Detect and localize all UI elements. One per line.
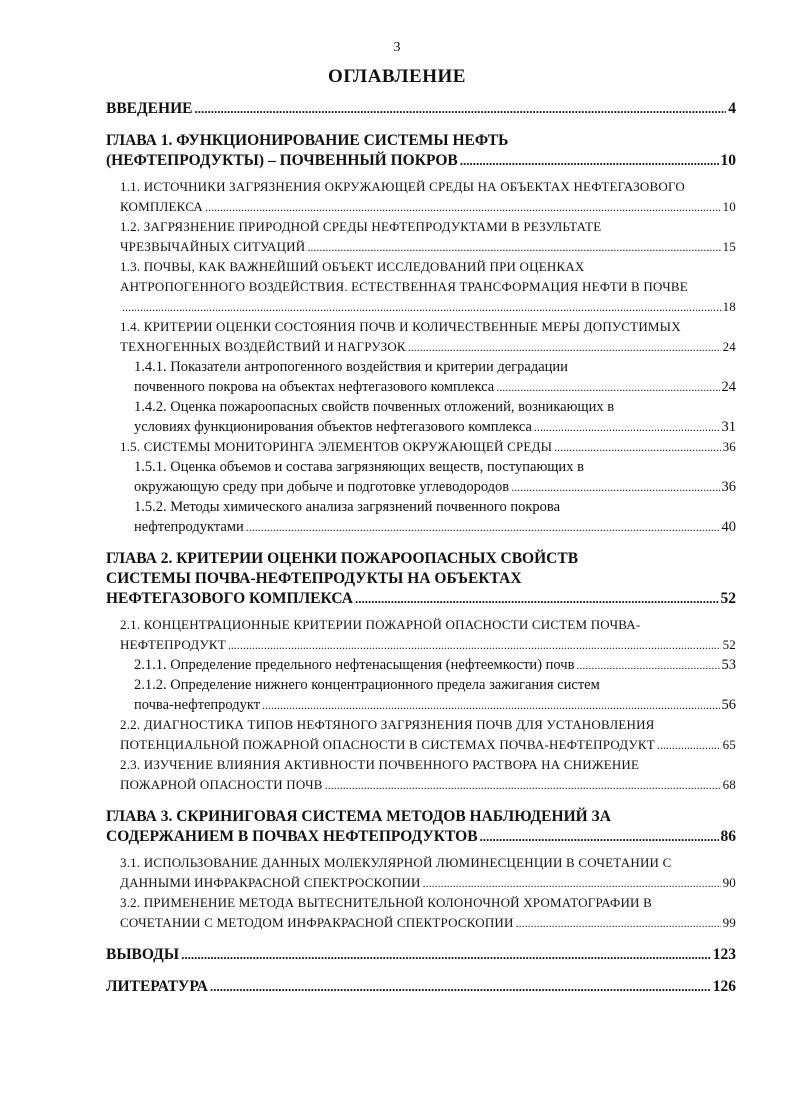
toc-entry-line: ГЛАВА 2. КРИТЕРИИ ОЦЕНКИ ПОЖАРООПАСНЫХ СВОЙСТВ bbox=[106, 550, 579, 567]
toc-entry-section-1-1[interactable] bbox=[120, 177, 736, 217]
dot-leader bbox=[534, 417, 720, 437]
dot-leader bbox=[205, 197, 721, 217]
toc-entry-last-line bbox=[106, 589, 736, 609]
toc-entry-section-1-5-2[interactable] bbox=[134, 497, 736, 537]
toc-page-number: 126 bbox=[712, 978, 736, 995]
toc-entry-last-line bbox=[120, 873, 736, 893]
toc-entry-chapter-3[interactable] bbox=[106, 807, 736, 847]
toc-entry-line: (НЕФТЕПРОДУКТЫ) – ПОЧВЕННЫЙ ПОКРОВ bbox=[106, 152, 458, 169]
toc-entry-section-1-4[interactable] bbox=[120, 317, 736, 357]
toc-entry-label: ВЫВОДЫ bbox=[106, 946, 180, 963]
dot-leader bbox=[194, 99, 726, 119]
toc-entry-line: АНТРОПОГЕННОГО ВОЗДЕЙСТВИЯ. ЕСТЕСТВЕННАЯ ТРАНСФОРМАЦИЯ НЕФТИ В ПОЧВЕ bbox=[120, 279, 688, 294]
toc-entry-line: 1.5.1. Оценка объемов и состава загрязняющих веществ, поступающих в bbox=[134, 459, 584, 475]
toc-entry-last-line bbox=[120, 913, 736, 933]
toc-entry-line: 1.4.1. Показатели антропогенного воздействия и критерии деградации bbox=[134, 359, 568, 375]
dot-leader bbox=[657, 735, 721, 755]
toc-entry-line: 1.5.2. Методы химического анализа загрязнений почвенного покрова bbox=[134, 499, 561, 515]
toc-entry-last-line bbox=[120, 197, 736, 217]
toc-page-number: 53 bbox=[721, 657, 736, 673]
toc-entry-line: 1.3. ПОЧВЫ, КАК ВАЖНЕЙШИЙ ОБЪЕКТ ИССЛЕДОВАНИЙ ПРИ ОЦЕНКАХ bbox=[120, 259, 585, 274]
toc-page-number: 24 bbox=[722, 339, 736, 354]
toc-entry-section-1-2[interactable] bbox=[120, 217, 736, 257]
toc-page-number: 10 bbox=[722, 199, 736, 214]
toc-page-number: 52 bbox=[720, 590, 736, 607]
toc-entry-line: условиях функционирования объектов нефтегазового комплекса bbox=[134, 419, 532, 435]
toc-entry-section-1-4-2[interactable] bbox=[134, 397, 736, 437]
toc-entry-line: ПОТЕНЦИАЛЬНОЙ ПОЖАРНОЙ ОПАСНОСТИ В СИСТЕМАХ ПОЧВА-НЕФТЕПРОДУКТ bbox=[120, 737, 655, 752]
toc-page-number: 123 bbox=[712, 946, 736, 963]
toc-entry-section-2-1-2[interactable] bbox=[134, 675, 736, 715]
toc-entry-last-line bbox=[134, 517, 736, 537]
toc-entry-chapter-2[interactable] bbox=[106, 549, 736, 609]
toc-entry-last-line bbox=[120, 337, 736, 357]
toc-entry-last-line bbox=[120, 237, 736, 257]
toc-page-number: 4 bbox=[728, 100, 736, 117]
toc-entry-section-1-3[interactable] bbox=[120, 257, 736, 317]
toc-entry-line: СОДЕРЖАНИЕМ В ПОЧВАХ НЕФТЕПРОДУКТОВ bbox=[106, 828, 478, 845]
toc-page-number: 18 bbox=[722, 299, 736, 314]
toc-page-number: 65 bbox=[722, 737, 736, 752]
toc-page-number: 10 bbox=[720, 152, 736, 169]
dot-leader bbox=[516, 913, 721, 933]
toc-entry-chapter-1[interactable] bbox=[106, 131, 736, 171]
toc-entry-last-line bbox=[120, 735, 736, 755]
toc-entry-line: ПОЖАРНОЙ ОПАСНОСТИ ПОЧВ bbox=[120, 777, 323, 792]
toc-entry-last-line bbox=[120, 297, 736, 317]
dot-leader bbox=[181, 945, 711, 965]
toc-entry-line: НЕФТЕГАЗОВОГО КОМПЛЕКСА bbox=[106, 590, 353, 607]
toc-entry-line: 1.4. КРИТЕРИИ ОЦЕНКИ СОСТОЯНИЯ ПОЧВ И КОЛИЧЕСТВЕННЫЕ МЕРЫ ДОПУСТИМЫХ bbox=[120, 319, 681, 334]
toc-entry-section-2-1-1[interactable] bbox=[134, 655, 736, 675]
toc-page-number: 86 bbox=[720, 828, 736, 845]
toc-entry-section-2-1[interactable] bbox=[120, 615, 736, 655]
toc-entry-label: ВВЕДЕНИЕ bbox=[106, 100, 193, 117]
toc-entry-section-3-1[interactable] bbox=[120, 853, 736, 893]
toc-entry-last-line bbox=[134, 695, 736, 715]
toc-entry-introduction[interactable] bbox=[106, 99, 736, 119]
dot-leader bbox=[460, 151, 719, 171]
toc-entry-label: ЛИТЕРАТУРА bbox=[106, 978, 208, 995]
toc-page-number: 15 bbox=[722, 239, 736, 254]
dot-leader bbox=[408, 337, 721, 357]
dot-leader bbox=[496, 377, 719, 397]
toc-entry-section-2-3[interactable] bbox=[120, 755, 736, 795]
toc-entry-last-line bbox=[106, 827, 736, 847]
toc-page-number: 24 bbox=[721, 379, 736, 395]
toc-entry-line: НЕФТЕПРОДУКТ bbox=[120, 637, 226, 652]
dot-leader bbox=[423, 873, 721, 893]
toc-page-number: 36 bbox=[721, 479, 736, 495]
toc-entry-last-line bbox=[134, 417, 736, 437]
toc-page-number: 68 bbox=[722, 777, 736, 792]
toc-entry-section-1-5[interactable] bbox=[120, 437, 736, 457]
toc-entry-last-line bbox=[120, 635, 736, 655]
toc-page-number: 99 bbox=[722, 915, 736, 930]
toc-entry-literature[interactable] bbox=[106, 977, 736, 997]
toc-entry-line: 2.3. ИЗУЧЕНИЕ ВЛИЯНИЯ АКТИВНОСТИ ПОЧВЕННОГО РАСТВОРА НА СНИЖЕНИЕ bbox=[120, 757, 640, 772]
toc-page-number: 90 bbox=[722, 875, 736, 890]
dot-leader bbox=[307, 237, 720, 257]
dot-leader bbox=[554, 437, 720, 457]
dot-leader bbox=[511, 477, 719, 497]
toc-entry-line: нефтепродуктами bbox=[134, 519, 244, 535]
toc-entry-line: 1.1. ИСТОЧНИКИ ЗАГРЯЗНЕНИЯ ОКРУЖАЮЩЕЙ СРЕДЫ НА ОБЪЕКТАХ НЕФТЕГАЗОВОГО bbox=[120, 179, 685, 194]
toc-entry-section-3-2[interactable] bbox=[120, 893, 736, 933]
table-of-contents bbox=[106, 98, 736, 997]
toc-entry-line: 2.1.1. Определение предельного нефтенасыщения (нефтеемкости) почв bbox=[134, 657, 575, 673]
dot-leader bbox=[576, 655, 719, 675]
dot-leader bbox=[122, 297, 721, 317]
toc-entry-line: ГЛАВА 1. ФУНКЦИОНИРОВАНИЕ СИСТЕМЫ НЕФТЬ bbox=[106, 132, 509, 149]
page-title: ОГЛАВЛЕНИЕ bbox=[328, 66, 466, 87]
toc-entry-line: 2.2. ДИАГНОСТИКА ТИПОВ НЕФТЯНОГО ЗАГРЯЗНЕНИЯ ПОЧВ ДЛЯ УСТАНОВЛЕНИЯ bbox=[120, 717, 655, 732]
toc-entry-section-2-2[interactable] bbox=[120, 715, 736, 755]
dot-leader bbox=[246, 517, 720, 537]
toc-entry-last-line bbox=[134, 655, 736, 675]
toc-entry-line: КОМПЛЕКСА bbox=[120, 199, 203, 214]
toc-entry-line: СИСТЕМЫ ПОЧВА-НЕФТЕПРОДУКТЫ НА ОБЪЕКТАХ bbox=[106, 570, 522, 587]
dot-leader bbox=[480, 827, 719, 847]
toc-page-number: 36 bbox=[722, 439, 736, 454]
toc-entry-line: СОЧЕТАНИИ С МЕТОДОМ ИНФРАКРАСНОЙ СПЕКТРОСКОПИИ bbox=[120, 915, 514, 930]
toc-entry-section-1-4-1[interactable] bbox=[134, 357, 736, 397]
toc-entry-conclusions[interactable] bbox=[106, 945, 736, 965]
toc-entry-section-1-5-1[interactable] bbox=[134, 457, 736, 497]
toc-entry-line: почвенного покрова на объектах нефтегазового комплекса bbox=[134, 379, 495, 395]
toc-entry-line: 1.2. ЗАГРЯЗНЕНИЕ ПРИРОДНОЙ СРЕДЫ НЕФТЕПРОДУКТАМИ В РЕЗУЛЬТАТЕ bbox=[120, 219, 602, 234]
toc-entry-line: 1.5. СИСТЕМЫ МОНИТОРИНГА ЭЛЕМЕНТОВ ОКРУЖАЮЩЕЙ СРЕДЫ bbox=[120, 439, 553, 454]
toc-entry-last-line bbox=[120, 437, 736, 457]
page-number: 3 bbox=[393, 40, 401, 55]
toc-entry-last-line bbox=[134, 377, 736, 397]
toc-page-number: 56 bbox=[721, 697, 736, 713]
dot-leader bbox=[355, 589, 719, 609]
dot-leader bbox=[210, 977, 711, 997]
toc-entry-line: ДАННЫМИ ИНФРАКРАСНОЙ СПЕКТРОСКОПИИ bbox=[120, 875, 421, 890]
dot-leader bbox=[325, 775, 721, 795]
toc-page-number: 52 bbox=[722, 637, 736, 652]
toc-entry-last-line bbox=[120, 775, 736, 795]
toc-entry-line: 2.1.2. Определение нижнего концентрационного предела зажигания систем bbox=[134, 677, 600, 693]
dot-leader bbox=[262, 695, 719, 715]
toc-entry-line: ТЕХНОГЕННЫХ ВОЗДЕЙСТВИЙ И НАГРУЗОК bbox=[120, 339, 406, 354]
toc-entry-line: 3.2. ПРИМЕНЕНИЕ МЕТОДА ВЫТЕСНИТЕЛЬНОЙ КОЛОНОЧНОЙ ХРОМАТОГРАФИИ В bbox=[120, 895, 652, 910]
toc-entry-last-line bbox=[106, 151, 736, 171]
toc-page-number: 40 bbox=[721, 519, 736, 535]
toc-entry-line: окружающую среду при добыче и подготовке углеводородов bbox=[134, 479, 510, 495]
toc-entry-line: 1.4.2. Оценка пожароопасных свойств почвенных отложений, возникающих в bbox=[134, 399, 615, 415]
toc-page-number: 31 bbox=[721, 419, 736, 435]
dot-leader bbox=[228, 635, 721, 655]
toc-entry-line: ГЛАВА 3. СКРИНИГОВАЯ СИСТЕМА МЕТОДОВ НАБЛЮДЕНИЙ ЗА bbox=[106, 808, 611, 825]
toc-entry-last-line bbox=[134, 477, 736, 497]
toc-entry-line: 2.1. КОНЦЕНТРАЦИОННЫЕ КРИТЕРИИ ПОЖАРНОЙ ОПАСНОСТИ СИСТЕМ ПОЧВА- bbox=[120, 617, 641, 632]
toc-entry-line: ЧРЕЗВЫЧАЙНЫХ СИТУАЦИЙ bbox=[120, 239, 306, 254]
toc-entry-line: 3.1. ИСПОЛЬЗОВАНИЕ ДАННЫХ МОЛЕКУЛЯРНОЙ ЛЮМИНЕСЦЕНЦИИ В СОЧЕТАНИИ С bbox=[120, 855, 672, 870]
toc-entry-line: почва-нефтепродукт bbox=[134, 697, 261, 713]
